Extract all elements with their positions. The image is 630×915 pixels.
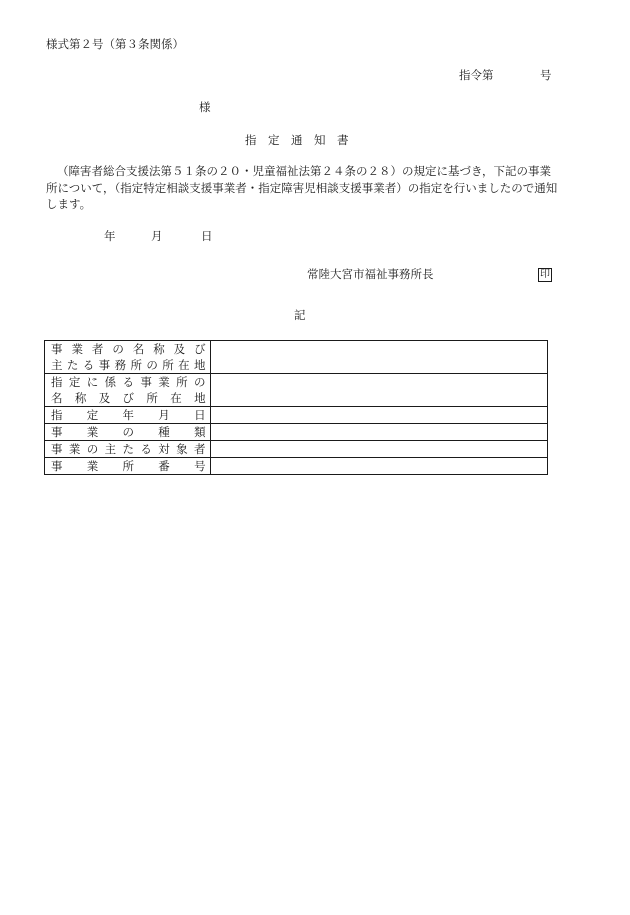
label-char: 主	[51, 358, 63, 372]
order-number-prefix: 指令第	[459, 68, 494, 82]
label-char: の	[122, 425, 135, 439]
designation-info-table	[44, 340, 548, 475]
label-char: 事	[51, 342, 63, 356]
table-row-value	[210, 424, 547, 441]
table-label-line	[51, 441, 210, 457]
table-row-label	[45, 458, 211, 475]
table-row-label	[45, 374, 211, 407]
label-char: 在	[178, 358, 190, 372]
table-row	[45, 458, 548, 475]
label-char: 所	[146, 391, 158, 405]
table-label-line	[51, 424, 210, 440]
label-char: る	[140, 442, 152, 456]
label-char: 番	[158, 459, 170, 473]
label-char: 業	[86, 425, 99, 439]
table-row	[45, 407, 548, 424]
label-char: 事	[140, 375, 152, 389]
label-char: 係	[104, 375, 117, 389]
label-char: び	[122, 391, 135, 405]
label-char: 務	[114, 358, 127, 372]
label-char: 地	[194, 391, 206, 405]
label-char: 者	[194, 442, 206, 456]
table-row	[45, 374, 548, 407]
document-title: 指 定 通 知 書	[245, 133, 349, 147]
label-char: 類	[194, 425, 206, 439]
label-char: 所	[130, 358, 142, 372]
label-char: 地	[194, 358, 206, 372]
label-char: 種	[158, 425, 170, 439]
label-char: 業	[68, 442, 81, 456]
table-row	[45, 441, 548, 458]
label-char: 所	[122, 459, 135, 473]
table-row-label	[45, 424, 211, 441]
label-char: 象	[176, 442, 188, 456]
form-number: 様式第２号（第３条関係）	[46, 37, 184, 51]
label-char: 及	[98, 391, 111, 405]
label-char: 在	[170, 391, 182, 405]
table-row	[45, 424, 548, 441]
label-char: 名	[51, 391, 63, 405]
label-char: 称	[74, 391, 87, 405]
table-row-value	[210, 341, 547, 374]
table-row-label	[45, 407, 211, 424]
table-row-value	[210, 374, 547, 407]
label-char: る	[122, 375, 134, 389]
label-char: の	[194, 375, 206, 389]
label-char: 指	[51, 408, 63, 422]
label-char: 称	[153, 342, 165, 356]
label-char: に	[86, 375, 99, 389]
label-char: の	[112, 342, 124, 356]
label-char: 定	[68, 375, 81, 389]
body-text: （障害者総合支援法第５１条の２０・児童福祉法第２４条の２８）の規定に基づき，下記の事業所について，（指定特定相談支援事業者・指定障害児相談支援事業者）の指定を行いましたので通知します。	[46, 164, 558, 211]
label-char: 定	[86, 408, 99, 422]
ki-heading: 記	[294, 308, 306, 322]
table-row-value	[210, 407, 547, 424]
seal-mark: 印	[540, 269, 550, 280]
table-label-line	[51, 407, 210, 423]
label-char: 業	[71, 342, 83, 356]
label-char: 事	[98, 358, 111, 372]
label-char: び	[194, 342, 206, 356]
table-row-label	[45, 441, 211, 458]
table-row-value	[210, 458, 547, 475]
label-char: 指	[51, 375, 63, 389]
label-char: 業	[158, 375, 170, 389]
label-char: 主	[104, 442, 117, 456]
label-char: 業	[86, 459, 99, 473]
label-char: た	[122, 442, 134, 456]
label-char: 号	[194, 459, 206, 473]
label-char: 名	[132, 342, 145, 356]
label-char: の	[146, 358, 158, 372]
order-number-suffix: 号	[540, 68, 552, 82]
table-label-line	[51, 357, 210, 373]
label-char: 年	[122, 408, 135, 422]
label-char: の	[86, 442, 99, 456]
label-char: 事	[51, 459, 63, 473]
label-char: 月	[158, 408, 170, 422]
label-char: 及	[173, 342, 186, 356]
label-char: る	[82, 358, 95, 372]
issuer-name: 常陸大宮市福祉事務所長	[307, 267, 434, 281]
label-char: 所	[176, 375, 188, 389]
table-row-value	[210, 441, 547, 458]
date-day: 日	[201, 229, 213, 243]
table-row	[45, 341, 548, 374]
label-char: 対	[158, 442, 170, 456]
table-row-label	[45, 341, 211, 374]
date-month: 月	[151, 229, 163, 243]
table-label-line	[51, 341, 210, 357]
label-char: 所	[162, 358, 174, 372]
table-label-line	[51, 458, 210, 474]
label-char: 事	[51, 442, 63, 456]
date-year: 年	[104, 229, 116, 243]
label-char: 日	[194, 408, 206, 422]
label-char: 者	[91, 342, 104, 356]
table-label-line	[51, 390, 210, 406]
addressee-suffix: 様	[199, 100, 211, 114]
table-label-line	[51, 374, 210, 390]
label-char: た	[66, 358, 79, 372]
label-char: 事	[51, 425, 63, 439]
